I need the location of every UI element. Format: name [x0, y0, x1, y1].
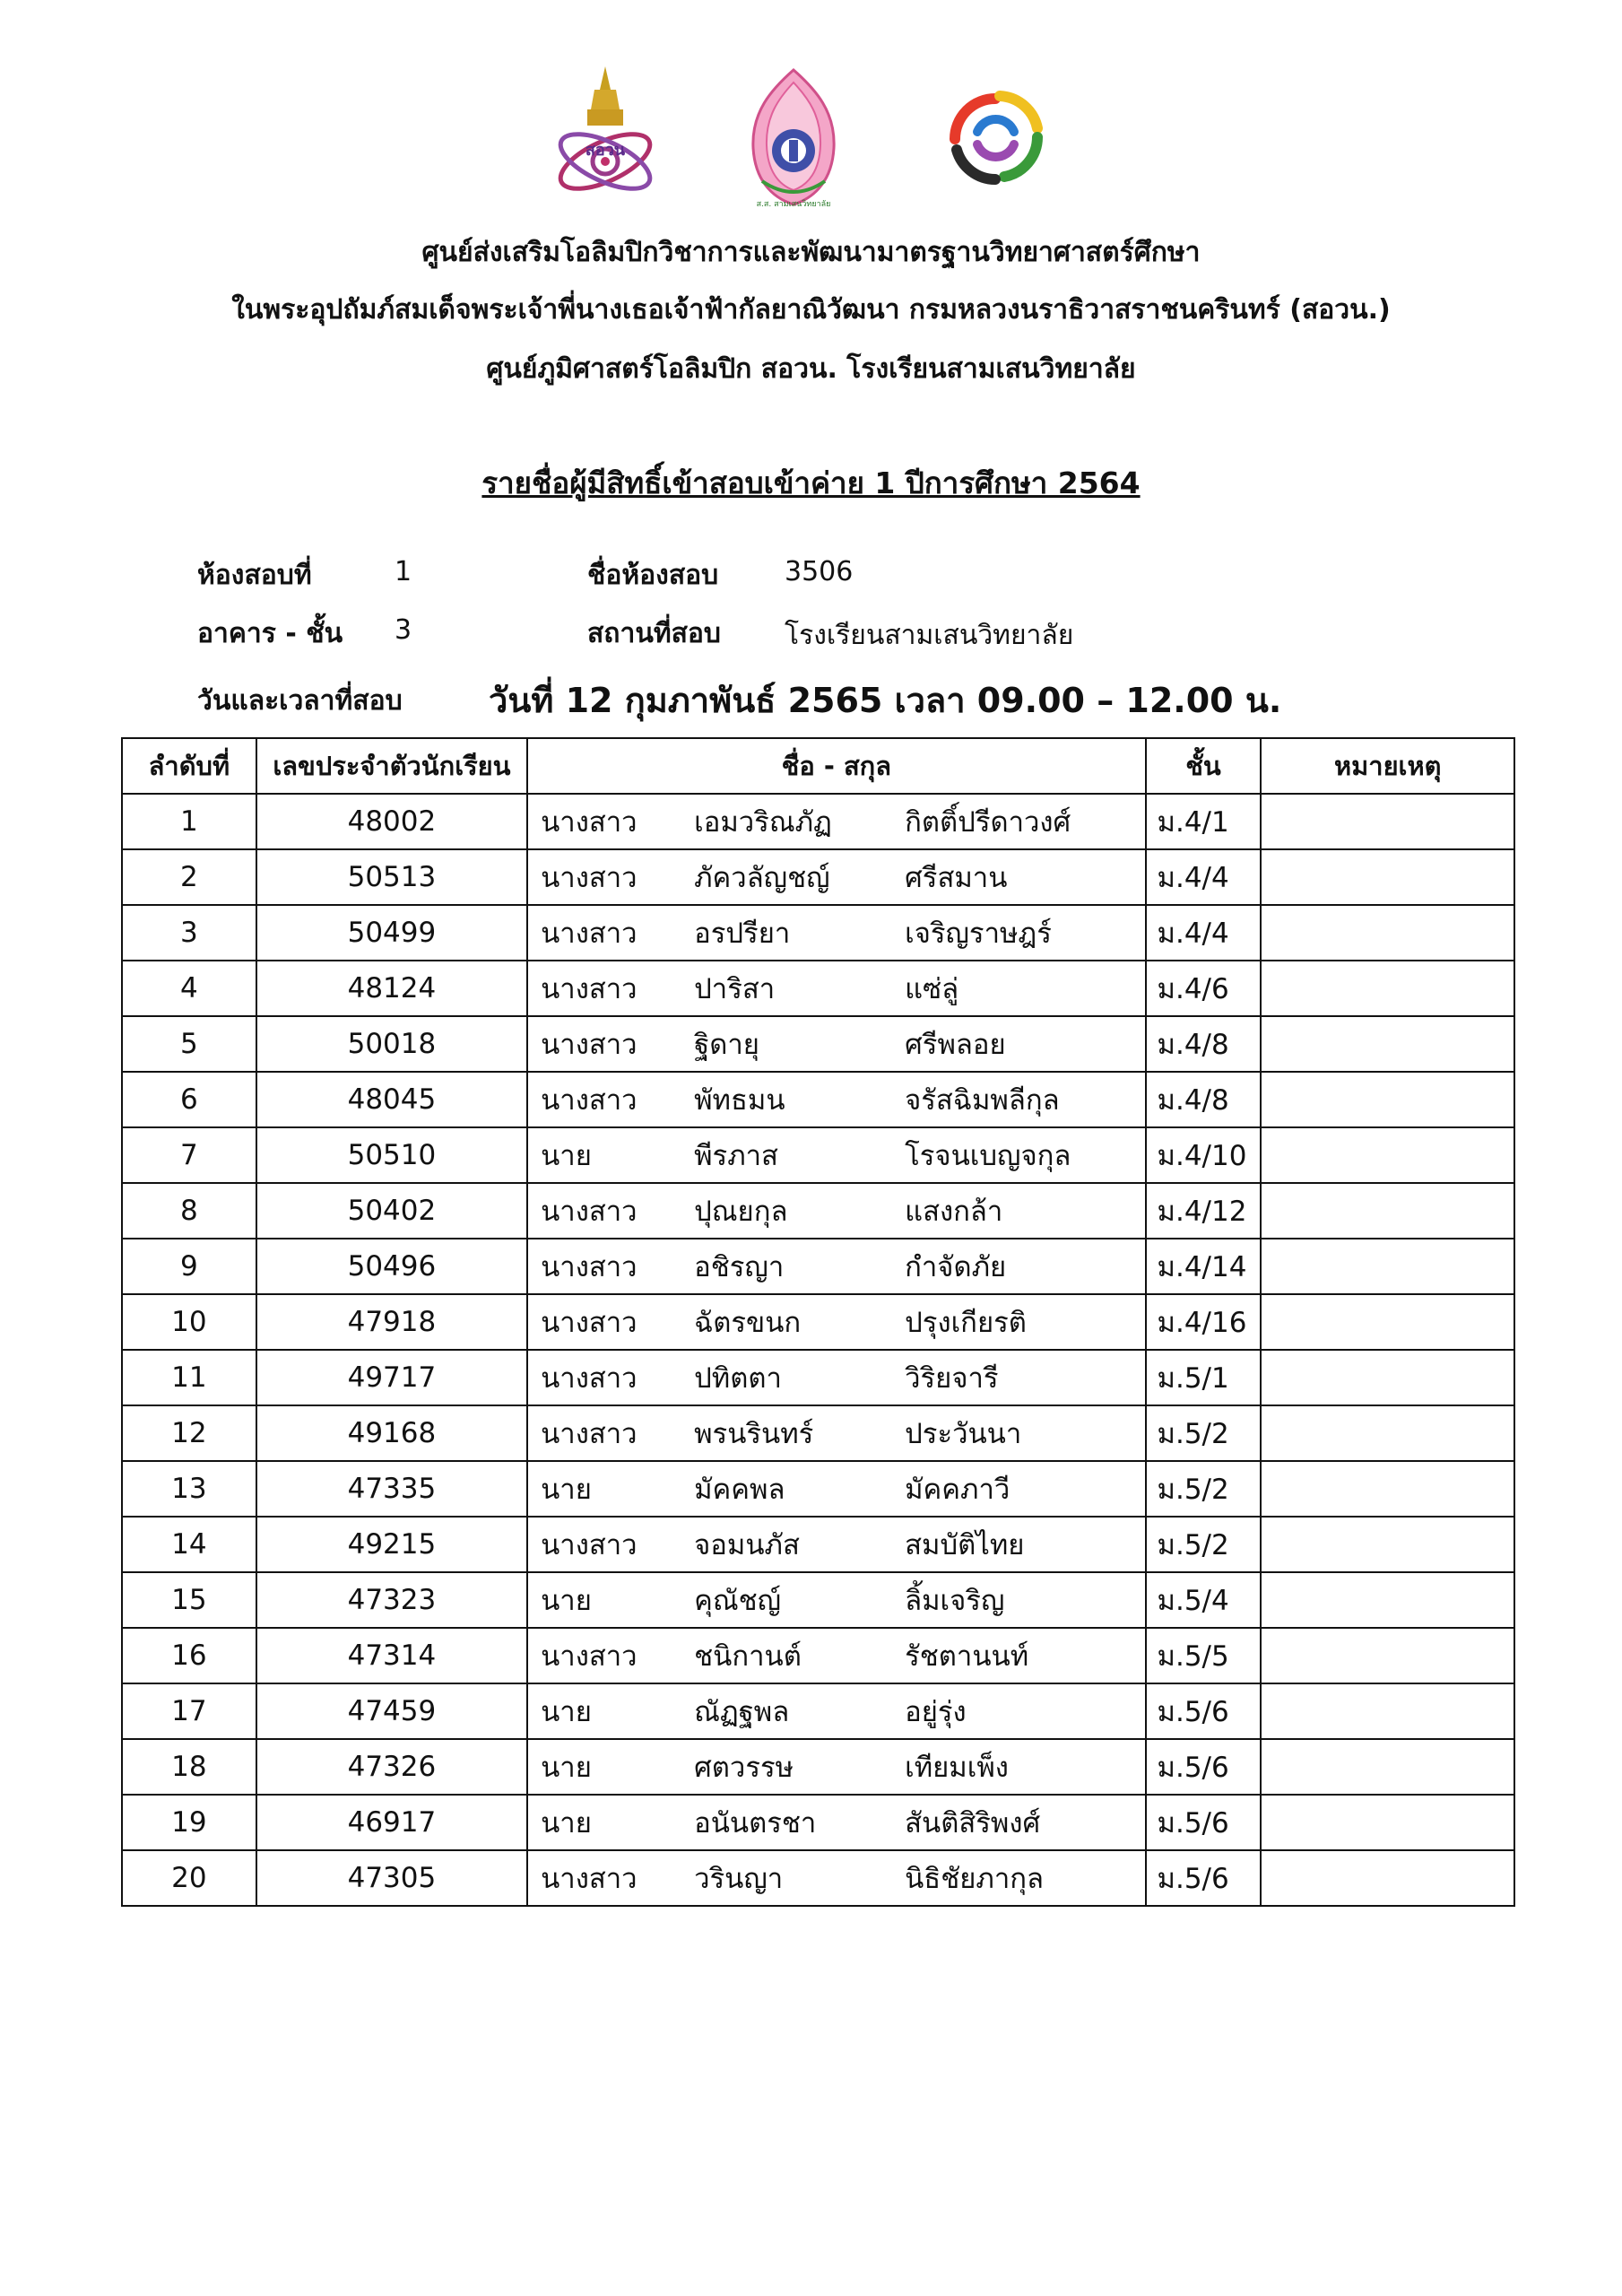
- row-number: 9: [122, 1239, 256, 1294]
- name-prefix: นางสาว: [541, 1196, 638, 1228]
- row-number: 20: [122, 1850, 256, 1906]
- student-id: 47314: [256, 1628, 527, 1683]
- header-note: หมายเหตุ: [1261, 738, 1514, 794]
- row-number: 18: [122, 1739, 256, 1795]
- name-wrap: [528, 1184, 1144, 1238]
- student-class: ม.4/14: [1146, 1239, 1262, 1294]
- student-id: 47918: [256, 1294, 527, 1350]
- student-id: 48124: [256, 961, 527, 1016]
- note-cell: [1261, 1072, 1514, 1127]
- last-name: ลิ้มเจริญ: [905, 1585, 1005, 1617]
- name-wrap: [528, 1573, 1144, 1627]
- first-name: ชนิกานต์: [694, 1640, 802, 1673]
- student-id: 50018: [256, 1016, 527, 1072]
- first-name: พรนรินทร์: [694, 1418, 814, 1450]
- student-name: [527, 1183, 1145, 1239]
- table-row: [122, 1016, 1514, 1072]
- name-prefix: นาย: [541, 1474, 592, 1506]
- row-number: 7: [122, 1127, 256, 1183]
- student-id: 47326: [256, 1739, 527, 1795]
- header-line-3: ศูนย์ภูมิศาสตร์โอลิมปิก สอวน. โรงเรียนสามเสนวิทยาลัย: [486, 353, 1136, 385]
- sowon-atom-logo: [551, 63, 659, 211]
- row-number: 5: [122, 1016, 256, 1072]
- note-cell: [1261, 1239, 1514, 1294]
- student-id: 50510: [256, 1127, 527, 1183]
- first-name: ปทิตตา: [694, 1362, 782, 1395]
- note-cell: [1261, 1350, 1514, 1405]
- header-line-2: ในพระอุปถัมภ์สมเด็จพระเจ้าพี่นางเธอเจ้าฟ้ากัลยาณิวัฒนา กรมหลวงนราธิวาสราชนครินทร์ (สอวน.): [231, 294, 1391, 326]
- row-number: 16: [122, 1628, 256, 1683]
- student-id: 50499: [256, 905, 527, 961]
- last-name: สมบัติไทย: [905, 1529, 1025, 1561]
- name-wrap: [528, 1462, 1144, 1516]
- note-cell: [1261, 1683, 1514, 1739]
- first-name: ศตวรรษ: [694, 1752, 794, 1784]
- note-cell: [1261, 1461, 1514, 1517]
- student-id: 47459: [256, 1683, 527, 1739]
- first-name: ภัควลัญชญ์: [694, 862, 830, 894]
- table-row: [122, 794, 1514, 849]
- student-class: ม.4/6: [1146, 961, 1262, 1016]
- last-name: วิริยจารี: [905, 1362, 999, 1395]
- name-prefix: นางสาว: [541, 1307, 638, 1339]
- building-value: 3: [395, 614, 412, 646]
- roster-body: [122, 794, 1514, 1906]
- table-row: [122, 1795, 1514, 1850]
- note-cell: [1261, 905, 1514, 961]
- row-number: 4: [122, 961, 256, 1016]
- first-name: ปุณยกุล: [694, 1196, 788, 1228]
- note-cell: [1261, 1405, 1514, 1461]
- row-number: 13: [122, 1461, 256, 1517]
- header-no: ลำดับที่: [122, 738, 256, 794]
- table-row: [122, 1127, 1514, 1183]
- student-name: [527, 1517, 1145, 1572]
- student-id: 50513: [256, 849, 527, 905]
- student-id: 49168: [256, 1405, 527, 1461]
- table-row: [122, 1739, 1514, 1795]
- header-line-1: ศูนย์ส่งเสริมโอลิมปิกวิชาการและพัฒนามาตรฐานวิทยาศาสตร์ศึกษา: [421, 237, 1201, 268]
- table-row: [122, 1072, 1514, 1127]
- note-cell: [1261, 849, 1514, 905]
- name-wrap: [528, 1740, 1144, 1794]
- student-name: [527, 1795, 1145, 1850]
- table-row: [122, 961, 1514, 1016]
- note-cell: [1261, 1517, 1514, 1572]
- student-class: ม.5/6: [1146, 1739, 1262, 1795]
- note-cell: [1261, 1739, 1514, 1795]
- table-row: [122, 1294, 1514, 1350]
- student-name: [527, 1628, 1145, 1683]
- first-name: พัทธมน: [694, 1084, 785, 1117]
- student-name: [527, 1739, 1145, 1795]
- last-name: แสงกล้า: [905, 1196, 1003, 1228]
- student-name: [527, 849, 1145, 905]
- first-name: คุณัชญ์: [694, 1585, 782, 1617]
- student-id: 50496: [256, 1239, 527, 1294]
- note-cell: [1261, 1016, 1514, 1072]
- note-cell: [1261, 1628, 1514, 1683]
- last-name: ปรุงเกียรติ: [905, 1307, 1027, 1339]
- name-prefix: นาย: [541, 1807, 592, 1839]
- first-name: อรปรียา: [694, 918, 791, 950]
- last-name: อยู่รุ่ง: [905, 1696, 967, 1728]
- name-prefix: นางสาว: [541, 1029, 638, 1061]
- row-number: 1: [122, 794, 256, 849]
- datetime-label: วันและเวลาที่สอบ: [197, 685, 403, 717]
- student-id: 47335: [256, 1461, 527, 1517]
- student-name: [527, 1016, 1145, 1072]
- row-number: 14: [122, 1517, 256, 1572]
- row-number: 17: [122, 1683, 256, 1739]
- student-class: ม.4/12: [1146, 1183, 1262, 1239]
- name-prefix: นาย: [541, 1585, 592, 1617]
- building-label: อาคาร - ชั้น: [197, 618, 343, 649]
- student-id: 48002: [256, 794, 527, 849]
- first-name: เอมวริณภัฏ: [694, 806, 832, 839]
- table-row: [122, 1239, 1514, 1294]
- student-class: ม.5/2: [1146, 1461, 1262, 1517]
- table-row: [122, 849, 1514, 905]
- name-prefix: นางสาว: [541, 1251, 638, 1283]
- student-class: ม.5/2: [1146, 1517, 1262, 1572]
- table-row: [122, 1350, 1514, 1405]
- olympiad-rings-logo: [928, 76, 1063, 202]
- student-name: [527, 1127, 1145, 1183]
- row-number: 11: [122, 1350, 256, 1405]
- last-name: โรจนเบญจกุล: [905, 1140, 1071, 1172]
- table-row: [122, 1628, 1514, 1683]
- note-cell: [1261, 1795, 1514, 1850]
- note-cell: [1261, 1294, 1514, 1350]
- student-name: [527, 794, 1145, 849]
- student-name: [527, 1850, 1145, 1906]
- name-wrap: [528, 1406, 1144, 1460]
- first-name: อชิรญา: [694, 1251, 785, 1283]
- header-student-id: เลขประจำตัวนักเรียน: [256, 738, 527, 794]
- student-name: [527, 1294, 1145, 1350]
- row-number: 12: [122, 1405, 256, 1461]
- exam-datetime: วันที่ 12 กุมภาพันธ์ 2565 เวลา 09.00 – 12.00 น.: [489, 681, 1282, 720]
- first-name: ฐิดายุ: [694, 1029, 759, 1061]
- name-prefix: นางสาว: [541, 973, 638, 1005]
- row-number: 8: [122, 1183, 256, 1239]
- first-name: ฉัตรขนก: [694, 1307, 802, 1339]
- student-name: [527, 1350, 1145, 1405]
- name-wrap: [528, 1073, 1144, 1126]
- note-cell: [1261, 1850, 1514, 1906]
- sowon-logo-text: สอวน: [585, 141, 626, 160]
- venue-label: สถานที่สอบ: [587, 618, 721, 649]
- student-class: ม.4/4: [1146, 849, 1262, 905]
- name-wrap: [528, 1684, 1144, 1738]
- room-name-label: ชื่อห้องสอบ: [587, 560, 719, 591]
- name-prefix: นางสาว: [541, 862, 638, 894]
- student-class: ม.5/6: [1146, 1683, 1262, 1739]
- row-number: 3: [122, 905, 256, 961]
- student-name: [527, 1405, 1145, 1461]
- last-name: มัคคภาวี: [905, 1474, 1010, 1506]
- name-wrap: [528, 1128, 1144, 1182]
- name-wrap: [528, 1629, 1144, 1683]
- last-name: ศรีพลอย: [905, 1029, 1006, 1061]
- student-name: [527, 905, 1145, 961]
- table-row: [122, 1517, 1514, 1572]
- name-prefix: นางสาว: [541, 806, 638, 839]
- room-name-value: 3506: [785, 556, 854, 587]
- samsen-school-emblem: [744, 63, 843, 211]
- student-class: ม.5/2: [1146, 1405, 1262, 1461]
- note-cell: [1261, 961, 1514, 1016]
- name-prefix: นางสาว: [541, 918, 638, 950]
- first-name: พีรภาส: [694, 1140, 778, 1172]
- table-row: [122, 1683, 1514, 1739]
- last-name: ศรีสมาน: [905, 862, 1008, 894]
- last-name: กำจัดภัย: [905, 1251, 1007, 1283]
- student-name: [527, 1572, 1145, 1628]
- name-prefix: นางสาว: [541, 1418, 638, 1450]
- student-class: ม.4/16: [1146, 1294, 1262, 1350]
- student-class: ม.5/6: [1146, 1795, 1262, 1850]
- first-name: มัคคพล: [694, 1474, 785, 1506]
- last-name: นิธิชัยภากุล: [905, 1863, 1045, 1895]
- last-name: สันติสิริพงศ์: [905, 1807, 1041, 1839]
- note-cell: [1261, 1572, 1514, 1628]
- row-number: 6: [122, 1072, 256, 1127]
- name-prefix: นาย: [541, 1696, 592, 1728]
- room-no-label: ห้องสอบที่: [197, 560, 312, 591]
- student-class: ม.5/6: [1146, 1850, 1262, 1906]
- name-prefix: นางสาว: [541, 1640, 638, 1673]
- note-cell: [1261, 1183, 1514, 1239]
- name-wrap: [528, 795, 1144, 848]
- name-prefix: นาย: [541, 1140, 592, 1172]
- venue-value: โรงเรียนสามเสนวิทยาลัย: [785, 620, 1074, 651]
- name-prefix: นางสาว: [541, 1863, 638, 1895]
- room-no-value: 1: [395, 556, 412, 587]
- last-name: จรัสฉิมพลีกุล: [905, 1084, 1060, 1117]
- row-number: 2: [122, 849, 256, 905]
- student-roster-table: [121, 737, 1515, 1907]
- name-wrap: [528, 1295, 1144, 1349]
- table-row: [122, 1405, 1514, 1461]
- first-name: ณัฏฐพล: [694, 1696, 790, 1728]
- student-class: ม.4/8: [1146, 1072, 1262, 1127]
- table-row: [122, 1461, 1514, 1517]
- student-class: ม.4/4: [1146, 905, 1262, 961]
- student-id: 47323: [256, 1572, 527, 1628]
- student-id: 46917: [256, 1795, 527, 1850]
- student-id: 49215: [256, 1517, 527, 1572]
- student-id: 47305: [256, 1850, 527, 1906]
- student-id: 48045: [256, 1072, 527, 1127]
- student-id: 49717: [256, 1350, 527, 1405]
- logo-row: [0, 63, 1622, 215]
- name-prefix: นาย: [541, 1752, 592, 1784]
- name-wrap: [528, 906, 1144, 960]
- last-name: เจริญราษฎร์: [905, 918, 1052, 950]
- name-wrap: [528, 1239, 1144, 1293]
- student-class: ม.4/10: [1146, 1127, 1262, 1183]
- name-prefix: นางสาว: [541, 1084, 638, 1117]
- first-name: อนันตรชา: [694, 1807, 817, 1839]
- last-name: รัชตานนท์: [905, 1640, 1029, 1673]
- header-class: ชั้น: [1146, 738, 1262, 794]
- name-wrap: [528, 1796, 1144, 1849]
- note-cell: [1261, 1127, 1514, 1183]
- first-name: ปาริสา: [694, 973, 776, 1005]
- row-number: 19: [122, 1795, 256, 1850]
- name-prefix: นางสาว: [541, 1362, 638, 1395]
- student-class: ม.5/5: [1146, 1628, 1262, 1683]
- name-wrap: [528, 850, 1144, 904]
- last-name: ประวันนา: [905, 1418, 1022, 1450]
- first-name: จอมนภัส: [694, 1529, 800, 1561]
- student-class: ม.5/4: [1146, 1572, 1262, 1628]
- last-name: แซ่ลู่: [905, 973, 959, 1005]
- student-class: ม.4/1: [1146, 794, 1262, 849]
- note-cell: [1261, 794, 1514, 849]
- name-wrap: [528, 1518, 1144, 1571]
- student-class: ม.5/1: [1146, 1350, 1262, 1405]
- name-wrap: [528, 961, 1144, 1015]
- last-name: กิตติ์ปรีดาวงศ์: [905, 806, 1071, 839]
- student-class: ม.4/8: [1146, 1016, 1262, 1072]
- name-wrap: [528, 1851, 1144, 1905]
- student-id: 50402: [256, 1183, 527, 1239]
- header-name: ชื่อ - สกุล: [527, 738, 1145, 794]
- table-row: [122, 1183, 1514, 1239]
- student-name: [527, 1461, 1145, 1517]
- name-wrap: [528, 1017, 1144, 1071]
- table-row: [122, 905, 1514, 961]
- table-row: [122, 1572, 1514, 1628]
- first-name: วรินญา: [694, 1863, 784, 1895]
- last-name: เทียมเพ็ง: [905, 1752, 1009, 1784]
- table-header-row: [122, 738, 1514, 794]
- name-prefix: นางสาว: [541, 1529, 638, 1561]
- table-row: [122, 1850, 1514, 1906]
- name-wrap: [528, 1351, 1144, 1405]
- samsen-emblem-text: ส.ส. สามเสนวิทยาลัย: [756, 200, 831, 209]
- student-name: [527, 1683, 1145, 1739]
- row-number: 15: [122, 1572, 256, 1628]
- student-name: [527, 1072, 1145, 1127]
- row-number: 10: [122, 1294, 256, 1350]
- page-title: รายชื่อผู้มีสิทธิ์เข้าสอบเข้าค่าย 1 ปีการศึกษา 2564: [481, 465, 1141, 500]
- student-name: [527, 961, 1145, 1016]
- student-name: [527, 1239, 1145, 1294]
